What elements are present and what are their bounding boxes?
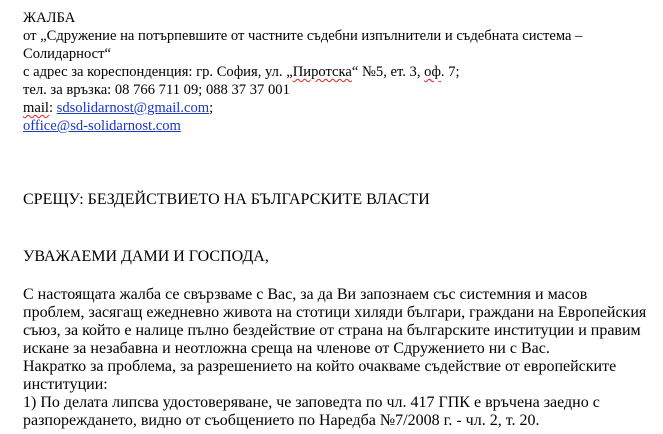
email-line-2 (23, 117, 181, 135)
address-office: оф (424, 64, 441, 80)
against-heading: СРЕЩУ: БЕЗДЕЙСТВИЕТО НА БЪЛГАРСКИТЕ ВЛАСТИ (23, 191, 430, 208)
email-1-suffix: ; (209, 100, 214, 116)
address-street: Пиротска (292, 64, 352, 80)
body-line: институции: (23, 376, 108, 393)
sender-line-2: Солидарност“ (23, 46, 111, 62)
document-title: ЖАЛБА (23, 10, 76, 26)
email-link-2[interactable]: office@sd-solidarnost.com (23, 118, 181, 134)
sender-line-1: от „Сдружение на потърпевшите от частните съдебни изпълнители и съдебната система – (23, 28, 583, 44)
salutation: УВАЖАЕМИ ДАМИ И ГОСПОДА, (23, 248, 269, 265)
mail-line (23, 99, 213, 117)
mail-label: mail (23, 100, 49, 116)
body-line: съюз, за който е налице пълно бездействие от страна на българските институции и правим (23, 322, 641, 339)
body-line: С настоящата жалба се свързваме с Вас, за да Ви запознаем със системния и масов (23, 286, 588, 303)
body-line: искане за незабавна и неотложна среща на членове от Сдружението ни с Вас. (23, 340, 550, 357)
address-mid: “ №5, ет. 3, (351, 64, 425, 80)
mail-separator: : (48, 100, 57, 116)
body-line: разпореждането, видно от съобщението по Наредба №7/2008 г. - чл. 2, т. 20. (23, 412, 540, 429)
body-line: проблем, засягащ ежедневно живота на стотици хиляди българи, граждани на Европейския (23, 304, 647, 321)
body-line: 1) По делата липсва удостоверяване, че заповедта по чл. 417 ГПК е връчена заедно с (23, 394, 600, 411)
address-suffix: . 7; (440, 64, 460, 80)
body-line: Накратко за проблема, за разрешението на който очакваме съдействие от европейските (23, 358, 617, 375)
email-link-1[interactable]: sdsolidarnost@gmail.com (56, 100, 210, 116)
address-line (23, 63, 460, 81)
phone-line: тел. за връзка: 08 766 711 09; 088 37 37 001 (23, 82, 290, 98)
address-prefix: с адрес за кореспонденция: гр. София, ул. „ (23, 64, 293, 80)
